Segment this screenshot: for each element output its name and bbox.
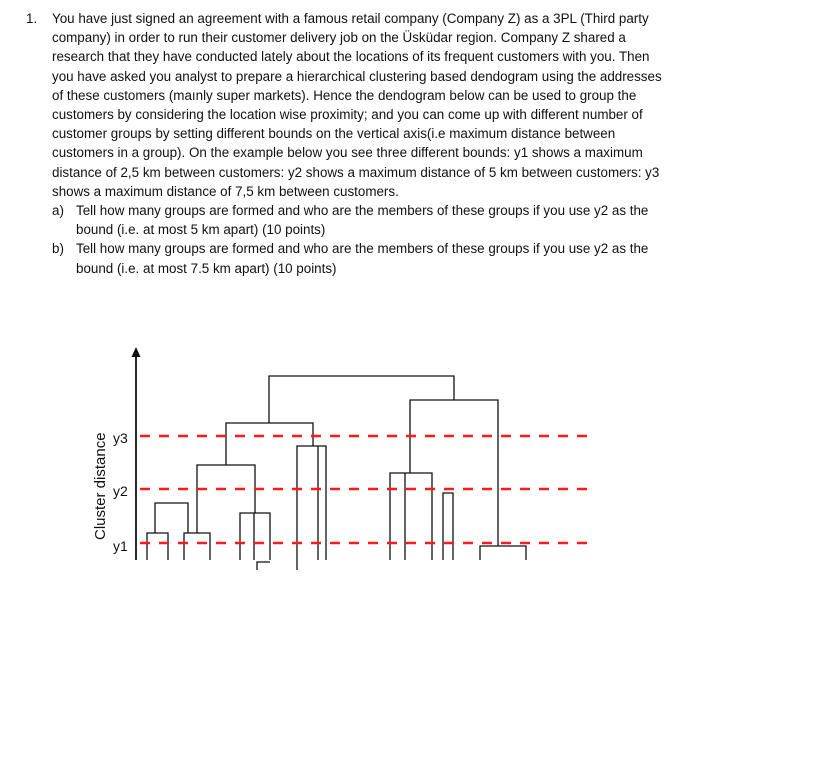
leaf-pair-4 [480,546,526,560]
dendrogram-tree [147,376,526,570]
bound-label-y1: y1 [113,538,128,554]
question-number: 1. [26,11,38,26]
bound-label-y3: y3 [113,430,128,446]
question-block [26,9,666,278]
leaf-pair-1 [184,533,210,560]
axis-arrow-icon [132,347,141,357]
right-cluster-link [390,473,432,560]
vertical-axis [132,347,141,560]
bound-lines [140,436,592,543]
middle-cluster-link [297,446,326,570]
question-parts [52,201,666,278]
bottom-leaf-bar [257,562,270,570]
left-small-link [155,503,188,533]
part-b-text: Tell how many groups are formed and who are the members of these groups if you use y2 as the bound (i.e. at most 7.5 km apart) (10 points) [76,241,649,276]
part-b-label: b) [52,241,64,257]
left-major-link [226,423,313,465]
part-a-label: a) [52,203,64,219]
bound-label-y2: y2 [113,483,128,499]
leaf-pair-3 [443,493,453,560]
dendrogram-figure [80,338,600,570]
question-row [26,9,666,278]
question-intro: You have just signed an agreement with a famous retail company (Company Z) as a 3PL (Third party company) in order to run their customer delivery job on the Üsküdar region. Company Z shared a research that they have conducted lately about the locations of its frequent customers with you. Then you have asked you analyst to prepare a hierarchical clustering based dendogram using the addresses of these customers (maınly super markets). Hence the dendogram below can be used to group the customers by considering the location wise proximity; and you can come up with different number of customer groups by setting different bounds on the vertical axis(i.e maximum distance between customers in a group). On the example below you see three different bounds: y1 shows a maximum distance of 2,5 km between customers: y2 shows a maximum distance of 5 km between customers: y3 shows a maximum distance of 7,5 km between customers. [52,11,662,199]
question-part-b [52,239,666,277]
leaf-pair-0 [147,533,168,560]
left-cluster-link [197,465,255,533]
question-body [52,9,666,278]
part-a-text: Tell how many groups are formed and who are the members of these groups if you use y2 as the bound (i.e. at most 5 km apart) (10 points) [76,203,649,238]
question-part-a [52,201,666,239]
axis-title: Cluster distance [92,432,109,540]
dendrogram-svg [80,338,600,570]
leaf-pair-2 [240,513,270,560]
